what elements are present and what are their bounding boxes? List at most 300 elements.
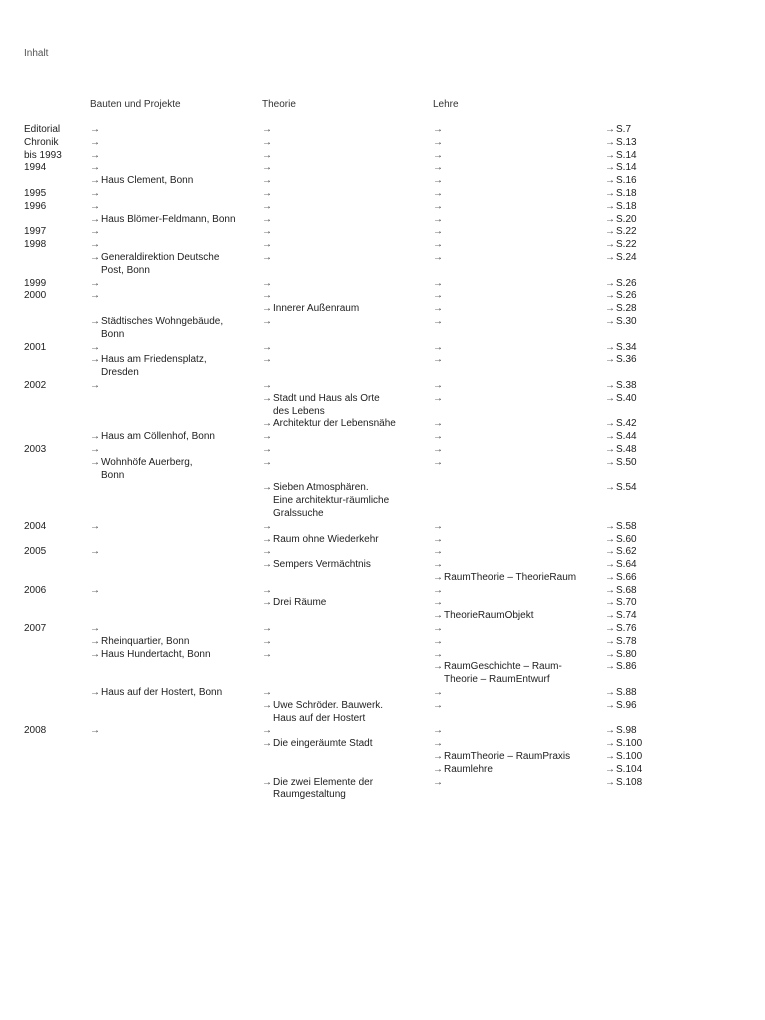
toc-cell-theo — [262, 687, 422, 700]
toc-page — [605, 393, 665, 406]
toc-cell-theo — [262, 278, 422, 291]
toc-cell-lehre — [433, 661, 593, 687]
arrow-right-icon: → — [605, 687, 615, 699]
toc-cell-theo — [262, 137, 422, 150]
arrow-right-icon: → — [90, 213, 100, 225]
arrow-right-icon: → — [262, 290, 272, 302]
toc-year: 2007 — [24, 623, 47, 635]
toc-entry-theo[interactable]: Die eingeräumte Stadt — [273, 738, 373, 750]
toc-cell-theo — [262, 226, 422, 239]
arrow-right-icon: → — [90, 315, 100, 327]
page-number[interactable]: S.66 — [616, 571, 637, 583]
toc-entry-lehre[interactable]: RaumTheorie – TheorieRaum — [444, 571, 577, 583]
page-number[interactable]: S.60 — [616, 533, 637, 545]
page-number[interactable]: S.62 — [616, 546, 637, 558]
arrow-right-icon: → — [605, 226, 615, 238]
arrow-right-icon: → — [605, 699, 615, 711]
toc-cell-theo — [262, 636, 422, 649]
arrow-right-icon: → — [605, 315, 615, 327]
page-number[interactable]: S.14 — [616, 149, 637, 161]
arrow-right-icon: → — [90, 239, 100, 251]
arrow-right-icon: → — [605, 213, 615, 225]
toc-entry-lehre-continued: Theorie – RaumEntwurf — [444, 674, 550, 686]
page-number[interactable]: S.78 — [616, 635, 637, 647]
arrow-right-icon: → — [262, 546, 272, 558]
arrow-right-icon: → — [90, 635, 100, 647]
toc-cell-lehre — [433, 239, 593, 252]
arrow-right-icon: → — [262, 200, 272, 212]
arrow-right-icon: → — [605, 623, 615, 635]
toc-cell-bau — [90, 636, 255, 649]
page-number[interactable]: S.100 — [616, 751, 643, 763]
toc-cell-theo — [262, 738, 422, 751]
page-number[interactable]: S.34 — [616, 341, 637, 353]
page-number[interactable]: S.68 — [616, 584, 637, 596]
page-number[interactable]: S.108 — [616, 776, 643, 788]
toc-cell-bau — [90, 175, 255, 188]
toc-year: 2006 — [24, 584, 47, 596]
toc-page — [605, 751, 665, 764]
toc-entry-theo[interactable]: Sieben Atmosphären. — [273, 482, 369, 494]
toc-cell-bau — [90, 137, 255, 150]
arrow-right-icon: → — [90, 687, 100, 699]
toc-cell-bau — [90, 649, 255, 662]
table-row — [0, 252, 765, 278]
toc-entry-theo[interactable]: Drei Räume — [273, 597, 327, 609]
page-number[interactable]: S.22 — [616, 226, 637, 238]
toc-page — [605, 559, 665, 572]
toc-page — [605, 214, 665, 227]
toc-entry-bau[interactable]: Haus auf der Hostert, Bonn — [101, 687, 223, 699]
table-row — [0, 380, 765, 393]
arrow-right-icon: → — [90, 520, 100, 532]
table-row — [0, 546, 765, 559]
toc-year: 2004 — [24, 520, 47, 532]
page-number[interactable]: S.100 — [616, 738, 643, 750]
toc-entry-bau-continued: Post, Bonn — [101, 264, 150, 276]
toc-cell-bau — [90, 124, 255, 137]
toc-year: Editorial — [24, 124, 61, 135]
arrow-right-icon: → — [605, 546, 615, 558]
arrow-right-icon: → — [90, 149, 100, 161]
toc-entry-theo[interactable]: Stadt und Haus als Orte — [273, 392, 380, 404]
toc-cell-lehre — [433, 380, 593, 393]
toc-entry-theo-continued: Haus auf der Hostert — [273, 712, 366, 724]
toc-cell-lehre — [433, 278, 593, 291]
arrow-right-icon: → — [262, 341, 272, 353]
arrow-right-icon: → — [433, 226, 443, 238]
toc-page — [605, 137, 665, 150]
toc-entry-bau-continued: Bonn — [101, 469, 125, 481]
toc-page — [605, 687, 665, 700]
toc-cell-theo — [262, 239, 422, 252]
table-row — [0, 354, 765, 380]
toc-entry-theo-continued: Gralssuche — [273, 507, 324, 519]
arrow-right-icon: → — [433, 533, 443, 545]
arrow-right-icon: → — [262, 738, 272, 750]
toc-cell-lehre — [433, 546, 593, 559]
page-number[interactable]: S.13 — [616, 136, 637, 148]
page-number[interactable]: S.70 — [616, 597, 637, 609]
arrow-right-icon: → — [262, 687, 272, 699]
page-number[interactable]: S.30 — [616, 315, 637, 327]
page-number[interactable]: S.64 — [616, 559, 637, 571]
table-row — [0, 661, 765, 687]
toc-entry-theo[interactable]: Innerer Außenraum — [273, 303, 360, 315]
toc-entry-bau[interactable]: Haus Hundertacht, Bonn — [101, 648, 211, 660]
arrow-right-icon: → — [262, 354, 272, 366]
arrow-right-icon: → — [262, 392, 272, 404]
toc-cell-theo — [262, 597, 422, 610]
toc-page — [605, 700, 665, 713]
arrow-right-icon: → — [262, 584, 272, 596]
toc-page — [605, 201, 665, 214]
toc-year: 2005 — [24, 546, 47, 558]
arrow-right-icon: → — [433, 392, 443, 404]
arrow-right-icon: → — [605, 379, 615, 391]
toc-cell-theo — [262, 546, 422, 559]
toc-cell-bau — [90, 444, 255, 457]
page-number[interactable]: S.18 — [616, 200, 637, 212]
arrow-right-icon: → — [605, 162, 615, 174]
arrow-right-icon: → — [90, 431, 100, 443]
arrow-right-icon: → — [605, 277, 615, 289]
arrow-right-icon: → — [605, 443, 615, 455]
arrow-right-icon: → — [605, 776, 615, 788]
table-row — [0, 597, 765, 610]
toc-page — [605, 418, 665, 431]
arrow-right-icon: → — [605, 648, 615, 660]
toc-cell-bau — [90, 546, 255, 559]
toc-cell-bau — [90, 278, 255, 291]
page-number[interactable]: S.22 — [616, 239, 637, 251]
toc-entry-bau[interactable]: Wohnhöfe Auerberg, — [101, 456, 193, 468]
arrow-right-icon: → — [605, 341, 615, 353]
arrow-right-icon: → — [433, 379, 443, 391]
toc-cell-lehre — [433, 623, 593, 636]
toc-cell-lehre — [433, 559, 593, 572]
toc-page — [605, 777, 665, 790]
toc-cell-theo — [262, 521, 422, 534]
arrow-right-icon: → — [262, 239, 272, 251]
arrow-right-icon: → — [262, 315, 272, 327]
arrow-right-icon: → — [605, 303, 615, 315]
toc-entry-lehre[interactable]: Raumlehre — [444, 763, 493, 775]
toc-entry-lehre[interactable]: RaumTheorie – RaumPraxis — [444, 751, 571, 763]
arrow-right-icon: → — [433, 149, 443, 161]
toc-entry-bau[interactable]: Haus Blömer-Feldmann, Bonn — [101, 213, 236, 225]
arrow-right-icon: → — [605, 763, 615, 775]
toc-cell-lehre — [433, 700, 593, 713]
toc-entry-theo-continued: Eine architektur-räumliche — [273, 495, 390, 507]
toc-entry-theo[interactable]: Uwe Schröder. Bauwerk. — [273, 699, 384, 711]
page-number[interactable]: S.42 — [616, 418, 637, 430]
page-number[interactable]: S.36 — [616, 354, 637, 366]
toc-cell-theo — [262, 354, 422, 367]
toc-cell-bau — [90, 239, 255, 252]
arrow-right-icon: → — [433, 187, 443, 199]
toc-entry-bau-continued: Dresden — [101, 367, 139, 379]
page-number[interactable]: S.18 — [616, 187, 637, 199]
arrow-right-icon: → — [605, 354, 615, 366]
toc-page — [605, 380, 665, 393]
arrow-right-icon: → — [605, 661, 615, 673]
toc-entry-bau[interactable]: Haus am Cöllenhof, Bonn — [101, 431, 215, 443]
toc-cell-bau — [90, 725, 255, 738]
toc-cell-bau — [90, 290, 255, 303]
table-row — [0, 290, 765, 303]
toc-page — [605, 124, 665, 137]
arrow-right-icon: → — [90, 175, 100, 187]
toc-entry-bau[interactable]: Städtisches Wohngebäude, — [101, 315, 224, 327]
page-number[interactable]: S.26 — [616, 290, 637, 302]
page-number[interactable]: S.80 — [616, 648, 637, 660]
toc-entry-bau[interactable]: Haus am Friedensplatz, — [101, 354, 207, 366]
page-number[interactable]: S.16 — [616, 175, 637, 187]
table-row — [0, 431, 765, 444]
arrow-right-icon: → — [433, 418, 443, 430]
toc-cell-lehre — [433, 162, 593, 175]
arrow-right-icon: → — [433, 661, 443, 673]
toc-cell-theo — [262, 700, 422, 726]
arrow-right-icon: → — [605, 520, 615, 532]
toc-page — [605, 610, 665, 623]
arrow-right-icon: → — [90, 162, 100, 174]
page-number[interactable]: S.76 — [616, 623, 637, 635]
toc-cell-lehre — [433, 777, 593, 790]
page-number[interactable]: S.14 — [616, 162, 637, 174]
toc-cell-bau — [90, 354, 255, 380]
toc-page — [605, 649, 665, 662]
table-row — [0, 521, 765, 534]
arrow-right-icon: → — [433, 623, 443, 635]
toc-entry-bau[interactable]: Haus Clement, Bonn — [101, 175, 194, 187]
toc-entry-theo[interactable]: Architektur der Lebensnähe — [273, 418, 396, 430]
arrow-right-icon: → — [433, 776, 443, 788]
toc-page — [605, 316, 665, 329]
toc-cell-theo — [262, 188, 422, 201]
table-row — [0, 393, 765, 419]
toc-cell-bau — [90, 214, 255, 227]
toc-cell-lehre — [433, 585, 593, 598]
arrow-right-icon: → — [262, 149, 272, 161]
arrow-right-icon: → — [262, 482, 272, 494]
arrow-right-icon: → — [262, 303, 272, 315]
toc-entry-theo[interactable]: Die zwei Elemente der — [273, 776, 374, 788]
arrow-right-icon: → — [262, 533, 272, 545]
toc-cell-lehre — [433, 124, 593, 137]
table-row — [0, 482, 765, 520]
arrow-right-icon: → — [605, 725, 615, 737]
page-number[interactable]: S.104 — [616, 763, 643, 775]
arrow-right-icon: → — [605, 571, 615, 583]
toc-page — [605, 534, 665, 547]
arrow-right-icon: → — [90, 124, 100, 135]
toc-page — [605, 150, 665, 163]
toc-cell-lehre — [433, 636, 593, 649]
arrow-right-icon: → — [262, 379, 272, 391]
column-header-lehre: Lehre — [433, 99, 459, 110]
arrow-right-icon: → — [605, 456, 615, 468]
page-number[interactable]: S.86 — [616, 661, 637, 673]
table-of-contents — [0, 124, 765, 802]
column-header-theorie: Theorie — [262, 99, 296, 110]
toc-cell-lehre — [433, 457, 593, 470]
arrow-right-icon: → — [433, 277, 443, 289]
toc-page — [605, 342, 665, 355]
arrow-right-icon: → — [90, 443, 100, 455]
toc-entry-bau[interactable]: Rheinquartier, Bonn — [101, 635, 190, 647]
arrow-right-icon: → — [433, 763, 443, 775]
toc-cell-theo — [262, 175, 422, 188]
page-number[interactable]: S.28 — [616, 303, 637, 315]
toc-cell-theo — [262, 559, 422, 572]
table-row — [0, 214, 765, 227]
toc-cell-lehre — [433, 393, 593, 406]
toc-entry-bau[interactable]: Generaldirektion Deutsche — [101, 251, 220, 263]
page-number[interactable]: S.20 — [616, 213, 637, 225]
page-number[interactable]: S.74 — [616, 610, 637, 622]
arrow-right-icon: → — [605, 559, 615, 571]
toc-entry-bau-continued: Bonn — [101, 328, 125, 340]
arrow-right-icon: → — [433, 584, 443, 596]
toc-year: 1999 — [24, 277, 47, 289]
table-row — [0, 700, 765, 726]
table-row — [0, 585, 765, 598]
toc-entry-theo[interactable]: Raum ohne Wiederkehr — [273, 533, 379, 545]
toc-cell-bau — [90, 431, 255, 444]
page-number[interactable]: S.40 — [616, 392, 637, 404]
page-number[interactable]: S.96 — [616, 699, 637, 711]
page-number[interactable]: S.38 — [616, 379, 637, 391]
arrow-right-icon: → — [605, 482, 615, 494]
toc-entry-theo-continued: des Lebens — [273, 405, 325, 417]
table-row — [0, 188, 765, 201]
toc-cell-theo — [262, 124, 422, 137]
arrow-right-icon: → — [605, 136, 615, 148]
arrow-right-icon: → — [605, 597, 615, 609]
toc-cell-bau — [90, 687, 255, 700]
arrow-right-icon: → — [605, 418, 615, 430]
toc-cell-bau — [90, 226, 255, 239]
toc-year: 1994 — [24, 162, 47, 174]
arrow-right-icon: → — [605, 175, 615, 187]
toc-cell-lehre — [433, 610, 593, 623]
toc-cell-lehre — [433, 214, 593, 227]
toc-year: bis 1993 — [24, 149, 62, 161]
arrow-right-icon: → — [90, 251, 100, 263]
table-row — [0, 162, 765, 175]
table-row — [0, 738, 765, 751]
toc-cell-bau — [90, 380, 255, 393]
toc-entry-lehre[interactable]: RaumGeschichte – Raum- — [444, 661, 562, 673]
arrow-right-icon: → — [433, 290, 443, 302]
arrow-right-icon: → — [433, 239, 443, 251]
page-number[interactable]: S.58 — [616, 520, 637, 532]
table-row — [0, 239, 765, 252]
page-number[interactable]: S.26 — [616, 277, 637, 289]
toc-year: 1995 — [24, 187, 47, 199]
table-row — [0, 418, 765, 431]
page-title: Inhalt — [24, 48, 49, 59]
toc-cell-theo — [262, 534, 422, 547]
toc-entry-lehre[interactable]: TheorieRaumObjekt — [444, 610, 534, 622]
arrow-right-icon: → — [433, 354, 443, 366]
arrow-right-icon: → — [262, 443, 272, 455]
arrow-right-icon: → — [433, 648, 443, 660]
page-number[interactable]: S.48 — [616, 443, 637, 455]
toc-year: 1996 — [24, 200, 47, 212]
arrow-right-icon: → — [262, 162, 272, 174]
toc-page — [605, 623, 665, 636]
page-number[interactable]: S.24 — [616, 251, 637, 263]
arrow-right-icon: → — [433, 520, 443, 532]
toc-year: 2002 — [24, 379, 47, 391]
arrow-right-icon: → — [90, 546, 100, 558]
arrow-right-icon: → — [262, 699, 272, 711]
arrow-right-icon: → — [433, 456, 443, 468]
arrow-right-icon: → — [262, 456, 272, 468]
toc-cell-theo — [262, 342, 422, 355]
page-number[interactable]: S.88 — [616, 687, 637, 699]
arrow-right-icon: → — [262, 520, 272, 532]
table-row — [0, 457, 765, 483]
toc-cell-lehre — [433, 354, 593, 367]
arrow-right-icon: → — [433, 699, 443, 711]
toc-page — [605, 738, 665, 751]
table-row — [0, 559, 765, 572]
table-row — [0, 137, 765, 150]
arrow-right-icon: → — [605, 738, 615, 750]
arrow-right-icon: → — [262, 251, 272, 263]
page-number[interactable]: S.50 — [616, 456, 637, 468]
page-number[interactable]: S.44 — [616, 431, 637, 443]
arrow-right-icon: → — [433, 725, 443, 737]
toc-cell-theo — [262, 482, 422, 520]
toc-cell-bau — [90, 188, 255, 201]
arrow-right-icon: → — [433, 546, 443, 558]
page-number[interactable]: S.54 — [616, 482, 637, 494]
table-row — [0, 150, 765, 163]
arrow-right-icon: → — [433, 751, 443, 763]
toc-cell-lehre — [433, 150, 593, 163]
table-row — [0, 226, 765, 239]
table-row — [0, 572, 765, 585]
toc-page — [605, 585, 665, 598]
page-number[interactable]: S.7 — [616, 124, 632, 135]
toc-page — [605, 636, 665, 649]
toc-page — [605, 239, 665, 252]
arrow-right-icon: → — [433, 175, 443, 187]
toc-entry-theo[interactable]: Sempers Vermächtnis — [273, 559, 371, 571]
toc-year: Chronik — [24, 136, 59, 148]
arrow-right-icon: → — [433, 213, 443, 225]
arrow-right-icon: → — [262, 725, 272, 737]
toc-cell-lehre — [433, 444, 593, 457]
toc-cell-lehre — [433, 572, 593, 585]
toc-page — [605, 226, 665, 239]
page-number[interactable]: S.98 — [616, 725, 637, 737]
toc-cell-theo — [262, 380, 422, 393]
arrow-right-icon: → — [262, 418, 272, 430]
toc-cell-lehre — [433, 252, 593, 265]
toc-cell-lehre — [433, 431, 593, 444]
toc-cell-theo — [262, 150, 422, 163]
toc-cell-lehre — [433, 738, 593, 751]
arrow-right-icon: → — [605, 149, 615, 161]
arrow-right-icon: → — [605, 290, 615, 302]
table-row — [0, 623, 765, 636]
